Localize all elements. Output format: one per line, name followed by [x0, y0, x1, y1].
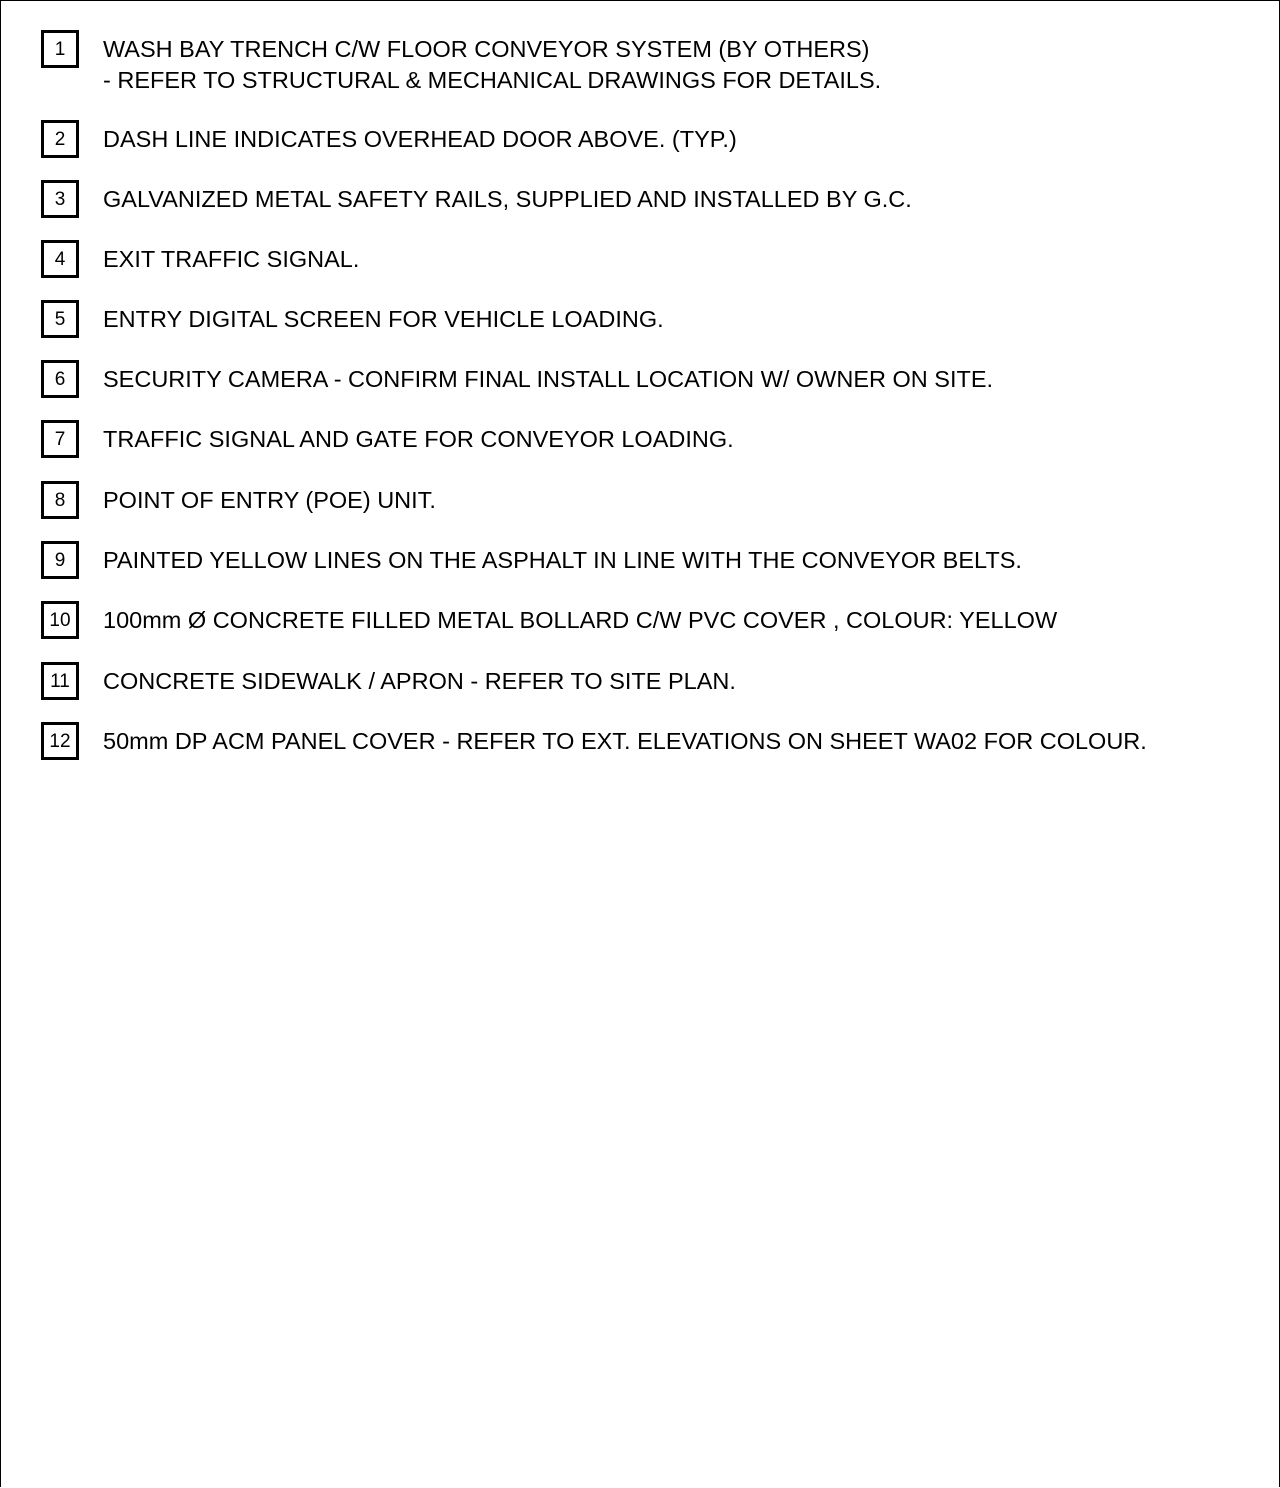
- keynote-3: [41, 180, 1261, 224]
- keynote-12: [41, 722, 1261, 766]
- keynote-text-line: SECURITY CAMERA - CONFIRM FINAL INSTALL LOCATION W/ OWNER ON SITE.: [103, 366, 994, 392]
- keynote-text: [103, 545, 1022, 576]
- keynote-text-line: ENTRY DIGITAL SCREEN FOR VEHICLE LOADING.: [103, 306, 664, 332]
- keynote-number-tag: 5: [41, 300, 79, 338]
- keynote-number-tag: 6: [41, 360, 79, 398]
- keynote-number-tag: 7: [41, 420, 79, 458]
- keynote-text-line: DASH LINE INDICATES OVERHEAD DOOR ABOVE. (TYP.): [103, 126, 737, 152]
- keynote-number-tag: 1: [41, 30, 79, 68]
- keynote-text: [103, 485, 436, 516]
- keynote-number-tag: 9: [41, 541, 79, 579]
- keynote-text: [103, 605, 1057, 636]
- keynote-8: [41, 481, 1261, 525]
- keynote-5: [41, 300, 1261, 344]
- keynote-text: [103, 304, 664, 335]
- keynote-text: [103, 666, 736, 697]
- keynote-number-tag: 4: [41, 240, 79, 278]
- keynote-number-tag: 12: [41, 722, 79, 760]
- keynote-text: [103, 424, 734, 455]
- keynote-text: [103, 124, 737, 155]
- keynote-6: [41, 360, 1261, 404]
- keynote-7: [41, 420, 1261, 464]
- keynote-text: [103, 34, 881, 96]
- keynote-text-line: PAINTED YELLOW LINES ON THE ASPHALT IN LINE WITH THE CONVEYOR BELTS.: [103, 547, 1022, 573]
- keynote-text-line: - REFER TO STRUCTURAL & MECHANICAL DRAWINGS FOR DETAILS.: [103, 67, 882, 93]
- keynote-10: [41, 601, 1261, 645]
- keynote-text-line: GALVANIZED METAL SAFETY RAILS, SUPPLIED AND INSTALLED BY G.C.: [103, 186, 912, 212]
- keynote-number-tag: 8: [41, 481, 79, 519]
- keynote-text: [103, 244, 359, 275]
- keynote-text: [103, 364, 993, 395]
- keynote-4: [41, 240, 1261, 284]
- keynote-number-tag: 10: [41, 601, 79, 639]
- keynote-1: [41, 30, 1261, 94]
- keynote-11: [41, 662, 1261, 706]
- keynote-text-line: TRAFFIC SIGNAL AND GATE FOR CONVEYOR LOADING.: [103, 426, 734, 452]
- keynote-text-line: EXIT TRAFFIC SIGNAL.: [103, 246, 360, 272]
- keynote-number-tag: 3: [41, 180, 79, 218]
- keynote-text-line: 100mm Ø CONCRETE FILLED METAL BOLLARD C/W PVC COVER , COLOUR: YELLOW: [103, 607, 1058, 633]
- keynote-text: [103, 726, 1147, 757]
- keynote-text-line: WASH BAY TRENCH C/W FLOOR CONVEYOR SYSTEM (BY OTHERS): [103, 36, 870, 62]
- keynote-text-line: POINT OF ENTRY (POE) UNIT.: [103, 487, 436, 513]
- keynote-number-tag: 11: [41, 662, 79, 700]
- keynote-2: [41, 120, 1261, 164]
- keynote-text: [103, 184, 912, 215]
- keynote-number-tag: 2: [41, 120, 79, 158]
- keynote-text-line: CONCRETE SIDEWALK / APRON - REFER TO SITE PLAN.: [103, 668, 736, 694]
- keynote-9: [41, 541, 1261, 585]
- keynote-text-line: 50mm DP ACM PANEL COVER - REFER TO EXT. ELEVATIONS ON SHEET WA02 FOR COLOUR.: [103, 728, 1147, 754]
